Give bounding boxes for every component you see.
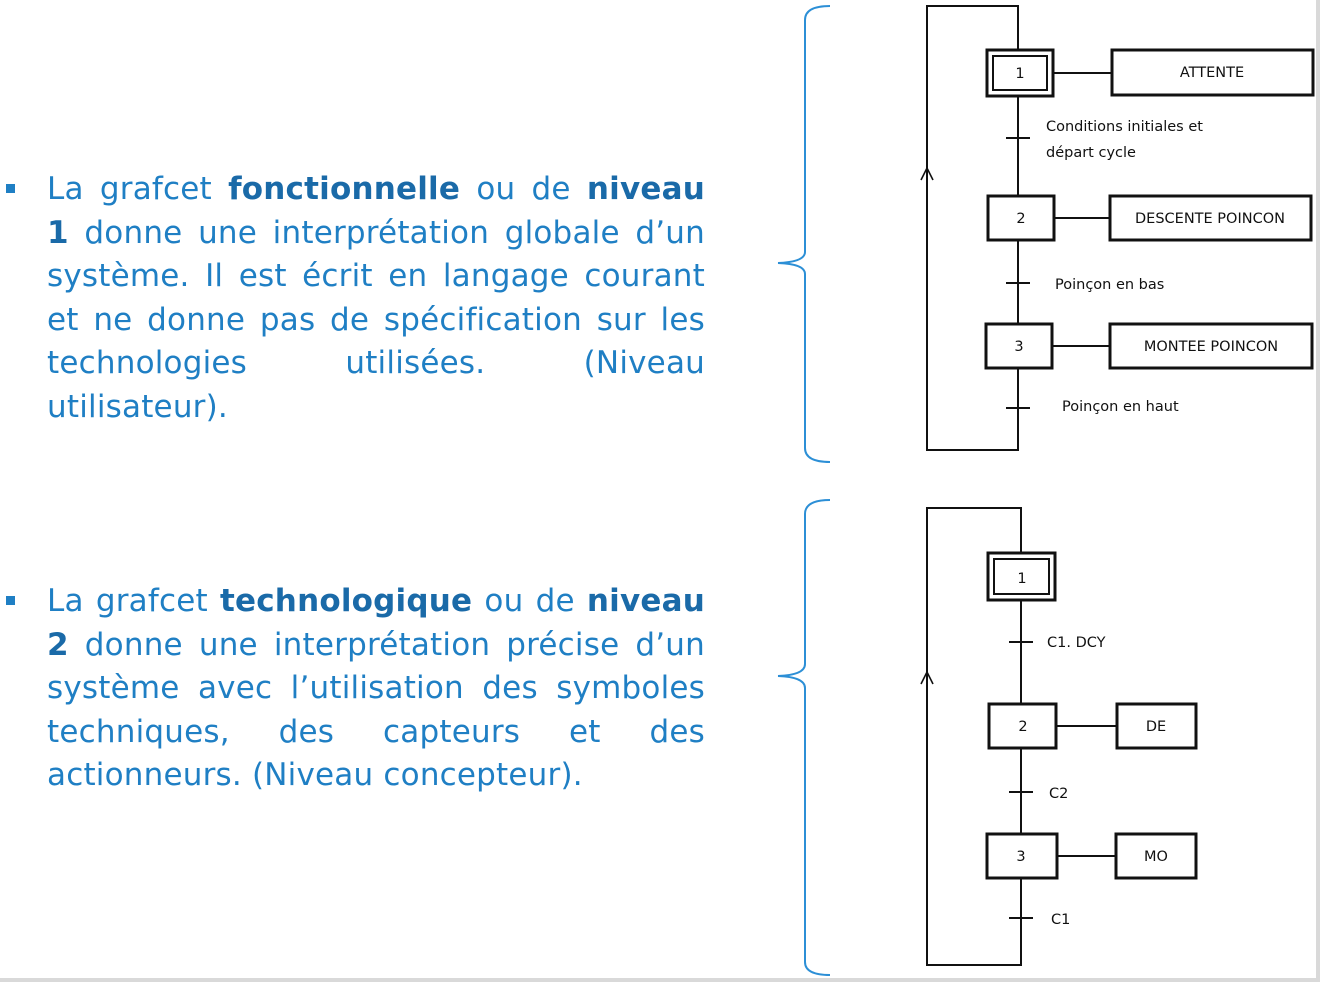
- step-number: 1: [1017, 571, 1027, 587]
- action-label: MONTEE POINCON: [1143, 339, 1279, 355]
- transition-label: Poinçon en bas: [1055, 277, 1165, 293]
- loop-back-line: [927, 6, 1018, 450]
- transition-label: départ cycle: [1046, 145, 1136, 161]
- curly-bracket-level2: [778, 500, 830, 975]
- bullet-level1-text: La grafcet fonctionnelle ou de niveau 1 donne une interprétation globale d’un système. Il est écrit en langage courant et ne donne pas de spécification sur les technologies utilisées. (Niveau utilisateur).: [47, 171, 706, 425]
- grafcet-level2: [921, 508, 1196, 965]
- transition-label: C2: [1049, 786, 1069, 802]
- curly-bracket-level1: [778, 6, 830, 462]
- action-label: MO: [1144, 849, 1168, 865]
- page-edge-shadow-bottom: [0, 978, 1320, 982]
- bullet-level2-text: La grafcet technologique ou de niveau 2 donne une interprétation précise d’un système avec l’utilisation des symboles techniques, des capteurs et des actionneurs. (Niveau concepteur).: [47, 583, 706, 794]
- term-niveau-1: niveau 1: [47, 171, 706, 251]
- action-label: DE: [1145, 719, 1167, 735]
- step-number: 2: [1018, 719, 1028, 735]
- transition-label: C1: [1051, 912, 1071, 928]
- loop-back-line: [927, 508, 1021, 965]
- action-label: DESCENTE POINCON: [1135, 211, 1285, 227]
- step-number: 1: [1015, 66, 1025, 82]
- page-edge-shadow-right: [1316, 0, 1320, 982]
- grafcet-level1: [921, 6, 1313, 450]
- term-fonctionnelle: fonctionnelle: [228, 171, 461, 207]
- step-number: 3: [1016, 849, 1026, 865]
- term-niveau-2: niveau 2: [47, 583, 706, 663]
- action-label: ATTENTE: [1179, 65, 1245, 81]
- transition-label: Conditions initiales et: [1046, 119, 1203, 135]
- step-number: 2: [1016, 211, 1026, 227]
- transition-label: Poinçon en haut: [1062, 399, 1179, 415]
- term-technologique: technologique: [219, 583, 473, 619]
- transition-label: C1. DCY: [1047, 635, 1106, 651]
- step-number: 3: [1014, 339, 1024, 355]
